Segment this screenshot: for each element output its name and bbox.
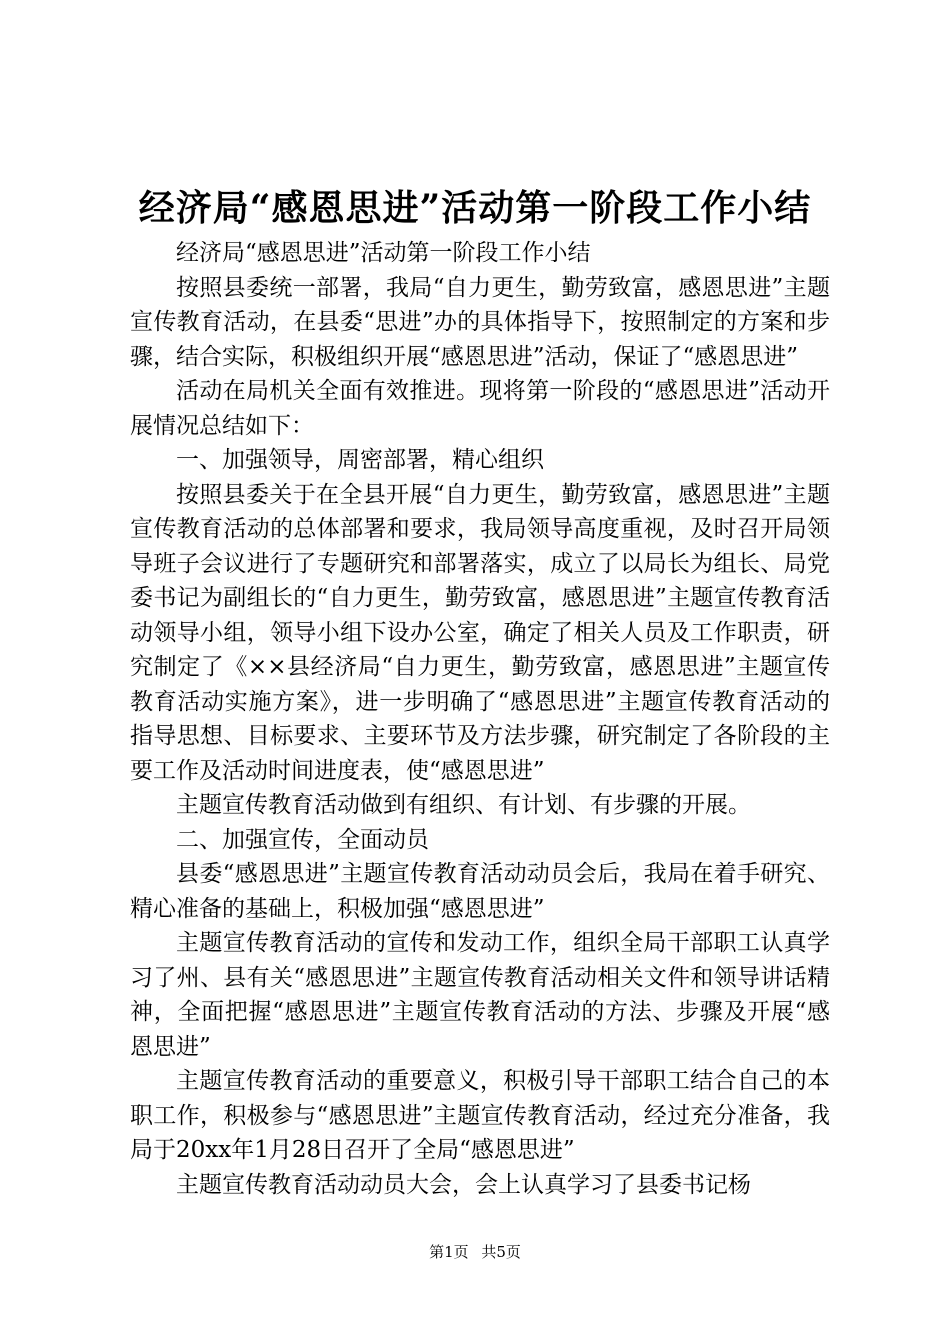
paragraph: 经济局“感恩思进”活动第一阶段工作小结 — [176, 240, 591, 266]
page-number: 第1页 — [429, 1243, 469, 1261]
section-heading: 二、加强宣传，全面动员 — [176, 826, 429, 853]
paragraph: 县委“感恩思进”主题宣传教育活动动员会后，我局在着手研究、精心准备的基础上，积极加强“感恩思进” — [130, 861, 830, 922]
document-body — [130, 236, 830, 1202]
page-total: 共5页 — [481, 1243, 521, 1261]
paragraph: 活动在局机关全面有效推进。现将第一阶段的“感恩思进”活动开展情况总结如下： — [130, 378, 830, 439]
paragraph: 按照县委统一部署，我局“自力更生，勤劳致富，感恩思进”主题宣传教育活动，在县委“思进”办的具体指导下，按照制定的方案和步骤，结合实际，积极组织开展“感恩思进”活动，保证了“感恩思进” — [130, 274, 830, 370]
section-heading: 一、加强领导，周密部署，精心组织 — [176, 447, 544, 473]
paragraph: 主题宣传教育活动做到有组织、有计划、有步骤的开展。 — [176, 792, 751, 818]
paragraph: 主题宣传教育活动的宣传和发动工作，组织全局干部职工认真学习了州、县有关“感恩思进”主题宣传教育活动相关文件和领导讲话精神，全面把握“感恩思进”主题宣传教育活动的方法、步骤及开展“感恩思进” — [130, 930, 830, 1060]
paragraph: 主题宣传教育活动动员大会，会上认真学习了县委书记杨 — [176, 1171, 751, 1198]
document-title: 经济局“感恩思进”活动第一阶段工作小结 — [138, 187, 812, 229]
page-footer — [0, 1242, 950, 1262]
paragraph: 主题宣传教育活动的重要意义，积极引导干部职工结合自己的本职工作，积极参与“感恩思进”主题宣传教育活动，经过充分准备，我局于20xx年1月28日召开了全局“感恩思进” — [130, 1068, 830, 1163]
paragraph: 按照县委关于在全县开展“自力更生，勤劳致富，感恩思进”主题宣传教育活动的总体部署和要求，我局领导高度重视，及时召开局领导班子会议进行了专题研究和部署落实，成立了以局长为组长、局党委书记为副组长的“自力更生，勤劳致富，感恩思进”主题宣传教育活动领导小组，领导小组下设办公室，确定了相关人员及工作职责，研究制定了《××县经济局“自力更生，勤劳致富，感恩思进”主题宣传教育活动实施方案》，进一步明确了“感恩思进”主题宣传教育活动的指导思想、目标要求、主要环节及方法步骤，研究制定了各阶段的主要工作及活动时间进度表，使“感恩思进” — [130, 481, 830, 784]
